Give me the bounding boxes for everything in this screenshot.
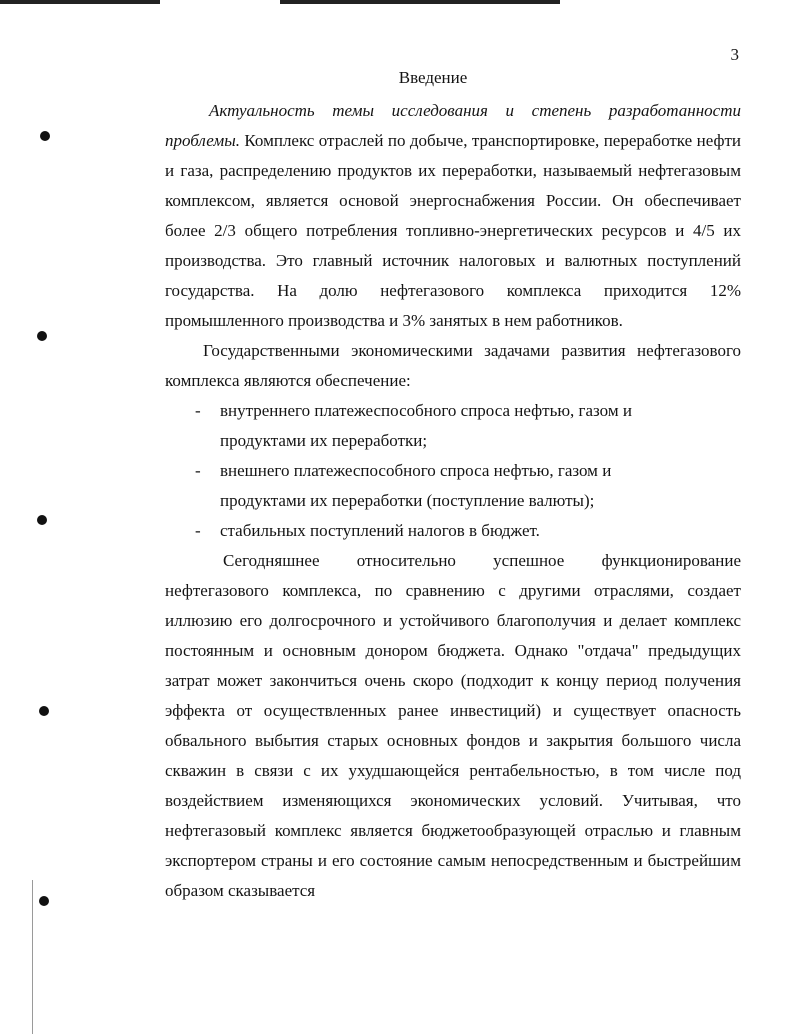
list-marker: - (195, 521, 201, 540)
paragraph-relevance (165, 96, 741, 336)
paragraph-lead-italic: Актуальность темы исследования и степень разработанности проблемы. (165, 101, 741, 150)
tasks-list (165, 396, 741, 546)
page-title: Введение (398, 68, 468, 87)
scan-top-edge-gap (160, 0, 280, 4)
list-item (165, 456, 741, 516)
punch-hole (37, 331, 47, 341)
list-item-text: внешнего платежеспособного спроса нефтью, газом и продуктами их переработки (поступление валюты); (220, 461, 612, 510)
punch-hole (39, 706, 49, 716)
list-marker: - (195, 461, 201, 480)
document-body (165, 96, 741, 906)
punch-hole (40, 131, 50, 141)
paragraph-tasks: Государственными экономическими задачами развития нефтегазового комплекса являются обеспечение: (165, 341, 741, 390)
punch-hole (39, 896, 49, 906)
paragraph-text: Комплекс отраслей по добыче, транспортировке, переработке нефти и газа, распределению продуктов их переработки, называемый нефтегазовым комплексом, является основой энергоснабжения России. Он обеспечивает более 2/3 общего потребления топливно-энергетических ресурсов и 4/5 их производства. Это главный источник налоговых и валютных поступлений государства. На долю нефтегазового комплекса приходится 12% промышленного производства и 3% занятых в нем работников. (165, 131, 741, 330)
list-item-text: внутреннего платежеспособного спроса нефтью, газом и продуктами их переработки; (220, 401, 632, 450)
scan-left-edge (32, 880, 33, 1034)
list-marker: - (195, 401, 201, 420)
paragraph-current-state: Сегодняшнее относительно успешное функционирование нефтегазового комплекса, по сравнению с другими отраслями, создает иллюзию его долгосрочного и устойчивого благополучия и делает комплекс постоянным и основным донором бюджета. Однако "отдача" предыдущих затрат может закончиться очень скоро (подходит к концу период получения эффекта от осуществленных ранее инвестиций) и существует опасность обвального выбытия старых основных фондов и закрытия большого числа скважин в связи с их ухудшающейся рентабельностью, в том числе под воздействием изменяющихся экономических условий. Учитывая, что нефтегазовый комплекс является бюджетообразующей отраслью и главным экспортером страны и его состояние самым непосредственным и быстрейшим образом сказывается (165, 551, 741, 900)
scan-top-edge (0, 0, 560, 4)
list-item (165, 516, 741, 546)
page-number: 3 (730, 45, 739, 64)
list-item (165, 396, 741, 456)
punch-hole (37, 515, 47, 525)
list-item-text: стабильных поступлений налогов в бюджет. (220, 521, 540, 540)
